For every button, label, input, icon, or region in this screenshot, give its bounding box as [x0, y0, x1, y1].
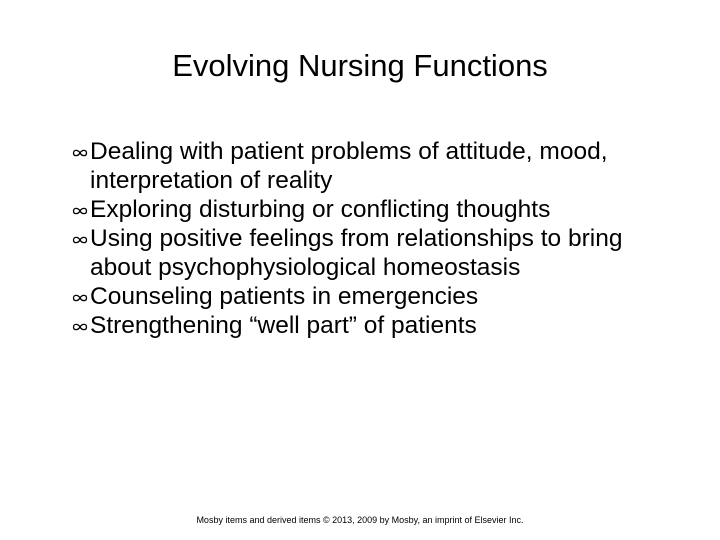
bullet-item [60, 137, 660, 195]
bullet-text: Counseling patients in emergencies [90, 283, 479, 310]
bullet-text: Strengthening “well part” of patients [90, 312, 477, 339]
infinity-bullet-icon [72, 235, 88, 245]
bullet-text: Using positive feelings from relationships to bring about psychophysiological homeostasis [90, 225, 623, 281]
slide-title: Evolving Nursing Functions [172, 48, 548, 83]
infinity-bullet-icon [72, 206, 88, 216]
bullet-item [60, 195, 660, 224]
bullet-list [60, 137, 660, 340]
bullet-item [60, 224, 660, 282]
bullet-text: Dealing with patient problems of attitude, mood, interpretation of reality [90, 138, 608, 194]
bullet-text: Exploring disturbing or conflicting thoughts [90, 196, 551, 223]
copyright-footer: Mosby items and derived items © 2013, 2009 by Mosby, an imprint of Elsevier Inc. [196, 515, 524, 525]
infinity-bullet-icon [72, 293, 88, 303]
infinity-bullet-icon [72, 148, 88, 158]
bullet-item [60, 311, 660, 340]
bullet-item [60, 282, 660, 311]
infinity-bullet-icon [72, 322, 88, 332]
